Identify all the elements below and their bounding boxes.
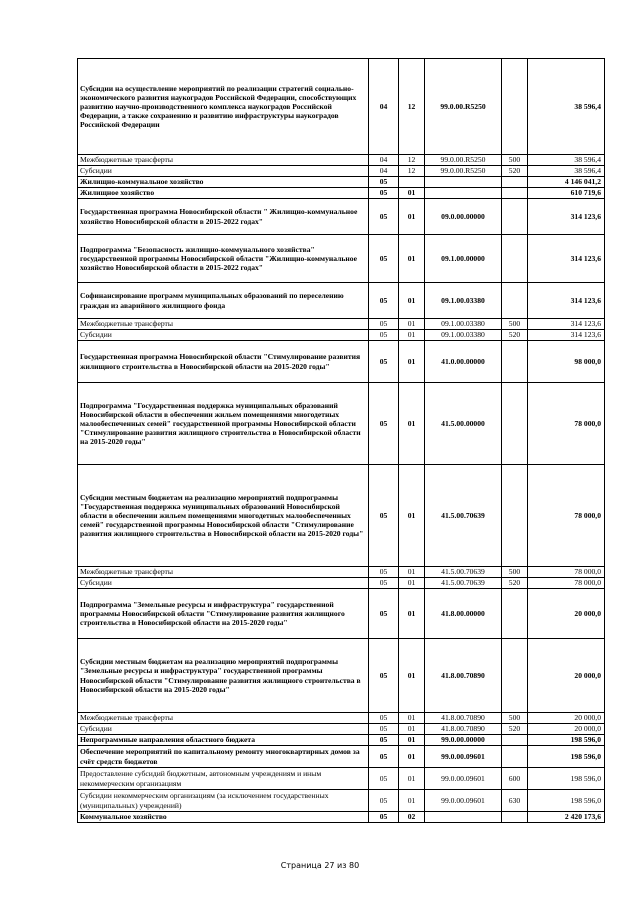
row-expense-type [502,235,528,283]
row-amount: 20 000,0 [528,639,605,713]
row-target-article: 09.0.00.00000 [425,199,502,235]
row-expense-type [502,59,528,155]
row-amount: 314 123,6 [528,235,605,283]
row-amount: 78 000,0 [528,578,605,589]
row-expense-type [502,465,528,567]
row-target-article [425,812,502,823]
row-subsection: 12 [399,166,425,177]
table-row [78,188,605,199]
row-target-article: 41.8.00.70890 [425,713,502,724]
row-expense-type [502,177,528,188]
row-name: Субсидии местным бюджетам на реализацию мероприятий подпрограммы "Земельные ресурсы и инфраструктура" государственной программы Новосибирской области "Стимулирование развития жилищного строительства в Новосибирской области на 2015-2020 годы" [78,639,369,713]
row-section: 05 [369,724,399,735]
row-expense-type: 520 [502,330,528,341]
row-name: Субсидии [78,330,369,341]
row-subsection: 01 [399,589,425,639]
row-name: Государственная программа Новосибирской области "Стимулирование развития жилищного строительства в Новосибирской области на 2015-2020 годы" [78,341,369,383]
row-name: Предоставление субсидий бюджетным, автономным учреждениям и иным некоммерческим организациям [78,768,369,790]
row-target-article: 41.5.00.70639 [425,465,502,567]
row-expense-type [502,199,528,235]
table-row [78,155,605,166]
row-expense-type: 520 [502,724,528,735]
row-subsection: 01 [399,735,425,746]
budget-table [77,58,605,823]
row-name: Подпрограмма "Государственная поддержка муниципальных образований Новосибирской области в обеспечении жильем помещениями многодетных малообеспеченных семей" государственной программы Новосибирской области "Стимулирование развития жилищного строительства в Новосибирской области на 2015-2020 годы" [78,383,369,465]
row-name: Подпрограмма "Безопасность жилищно-коммунального хозяйства" государственной программы Новосибирской области "Жилищно-коммунальное хозяйство Новосибирской области в 2015-2022 годах" [78,235,369,283]
row-amount: 314 123,6 [528,199,605,235]
table-row [78,713,605,724]
row-expense-type: 500 [502,567,528,578]
row-expense-type: 500 [502,155,528,166]
row-name: Софинансирование программ муниципальных образований по переселению граждан из аварийного жилищного фонда [78,283,369,319]
row-subsection: 01 [399,768,425,790]
row-name: Жилищное хозяйство [78,188,369,199]
row-name: Жилищно-коммунальное хозяйство [78,177,369,188]
row-section: 05 [369,790,399,812]
row-target-article: 41.5.00.00000 [425,383,502,465]
table-row [78,199,605,235]
row-target-article [425,188,502,199]
table-row [78,567,605,578]
row-amount: 20 000,0 [528,713,605,724]
row-name: Коммунальное хозяйство [78,812,369,823]
row-section: 05 [369,589,399,639]
row-section: 05 [369,713,399,724]
table-row [78,746,605,768]
row-target-article: 41.8.00.70890 [425,639,502,713]
row-expense-type [502,639,528,713]
row-amount: 198 596,0 [528,790,605,812]
row-subsection: 01 [399,465,425,567]
row-subsection: 12 [399,155,425,166]
row-target-article: 41.5.00.70639 [425,578,502,589]
row-target-article: 41.8.00.00000 [425,589,502,639]
table-row [78,639,605,713]
row-subsection: 01 [399,330,425,341]
row-name: Межбюджетные трансферты [78,155,369,166]
row-name: Непрограммные направления областного бюджета [78,735,369,746]
row-section: 05 [369,319,399,330]
row-amount: 38 596,4 [528,59,605,155]
row-amount: 38 596,4 [528,166,605,177]
row-amount: 2 420 173,6 [528,812,605,823]
row-target-article: 99.0.00.R5250 [425,155,502,166]
row-subsection: 12 [399,59,425,155]
table-row [78,177,605,188]
row-section: 05 [369,746,399,768]
row-expense-type [502,589,528,639]
row-section: 05 [369,383,399,465]
row-subsection: 01 [399,383,425,465]
row-subsection: 01 [399,283,425,319]
row-section: 05 [369,768,399,790]
row-subsection: 01 [399,790,425,812]
row-target-article: 09.1.00.00000 [425,235,502,283]
row-amount: 314 123,6 [528,330,605,341]
row-section: 05 [369,341,399,383]
row-amount: 610 719,6 [528,188,605,199]
row-amount: 78 000,0 [528,567,605,578]
row-expense-type: 500 [502,319,528,330]
row-name: Субсидии [78,724,369,735]
row-subsection [399,177,425,188]
row-amount: 20 000,0 [528,724,605,735]
row-target-article: 99.0.00.00000 [425,735,502,746]
row-amount: 78 000,0 [528,465,605,567]
row-section: 05 [369,812,399,823]
row-target-article: 99.0.00.R5250 [425,59,502,155]
row-section: 05 [369,639,399,713]
table-row [78,465,605,567]
row-target-article: 99.0.00.09601 [425,746,502,768]
budget-table-body [78,59,605,823]
table-row [78,735,605,746]
row-target-article: 41.5.00.70639 [425,567,502,578]
row-section: 04 [369,166,399,177]
row-section: 05 [369,177,399,188]
row-name: Межбюджетные трансферты [78,319,369,330]
row-expense-type [502,812,528,823]
row-expense-type: 520 [502,166,528,177]
table-row [78,59,605,155]
table-row [78,724,605,735]
row-expense-type: 520 [502,578,528,589]
row-subsection: 01 [399,341,425,383]
table-row [78,768,605,790]
row-name: Субсидии [78,578,369,589]
row-subsection: 01 [399,188,425,199]
row-subsection: 01 [399,567,425,578]
table-row [78,812,605,823]
row-target-article: 99.0.00.R5250 [425,166,502,177]
row-name: Субсидии [78,166,369,177]
row-name: Государственная программа Новосибирской области " Жилищно-коммунальное хозяйство Новосибирской области в 2015-2022 годах" [78,199,369,235]
row-expense-type: 500 [502,713,528,724]
row-amount: 314 123,6 [528,283,605,319]
row-name: Субсидии на осуществление мероприятий по реализации стратегий социально-экономического развития наукоградов Российской Федерации, способствующих развитию научно-производственного комплекса наукоградов Российской Федерации, а также сохранению и развитию инфраструктуры наукоградов Российской Федерации [78,59,369,155]
row-target-article: 99.0.00.09601 [425,790,502,812]
row-expense-type [502,283,528,319]
row-subsection: 01 [399,578,425,589]
table-row [78,319,605,330]
row-amount: 198 596,0 [528,768,605,790]
row-expense-type [502,383,528,465]
row-target-article: 41.0.00.00000 [425,341,502,383]
row-section: 05 [369,188,399,199]
row-name: Межбюджетные трансферты [78,567,369,578]
row-name: Субсидии местным бюджетам на реализацию мероприятий подпрограммы "Государственная поддержка муниципальных образований Новосибирской области в обеспечении жильем помещениями многодетных малообеспеченных семей" государственной программы Новосибирской области "Стимулирование развития жилищного строительства в Новосибирской области на 2015-2020 годы" [78,465,369,567]
row-target-article: 99.0.00.09601 [425,768,502,790]
page-number: Страница 27 из 80 [280,861,360,870]
row-expense-type [502,735,528,746]
row-amount: 4 146 041,2 [528,177,605,188]
row-section: 05 [369,283,399,319]
row-target-article: 41.8.00.70890 [425,724,502,735]
table-row [78,578,605,589]
row-amount: 198 596,0 [528,746,605,768]
row-section: 05 [369,199,399,235]
row-section: 05 [369,330,399,341]
row-section: 05 [369,735,399,746]
row-section: 04 [369,155,399,166]
row-subsection: 02 [399,812,425,823]
row-expense-type [502,188,528,199]
row-subsection: 01 [399,713,425,724]
table-row [78,235,605,283]
row-subsection: 01 [399,319,425,330]
row-target-article [425,177,502,188]
row-subsection: 01 [399,199,425,235]
row-expense-type [502,746,528,768]
row-amount: 314 123,6 [528,319,605,330]
row-subsection: 01 [399,639,425,713]
table-row [78,166,605,177]
row-section: 05 [369,235,399,283]
row-amount: 38 596,4 [528,155,605,166]
table-row [78,283,605,319]
row-expense-type [502,341,528,383]
row-subsection: 01 [399,724,425,735]
row-amount: 198 596,0 [528,735,605,746]
row-section: 05 [369,465,399,567]
row-section: 04 [369,59,399,155]
row-expense-type: 600 [502,768,528,790]
row-target-article: 09.1.00.03380 [425,319,502,330]
table-row [78,341,605,383]
row-amount: 98 000,0 [528,341,605,383]
row-subsection: 01 [399,746,425,768]
row-expense-type: 630 [502,790,528,812]
table-row [78,589,605,639]
table-row [78,790,605,812]
row-name: Субсидии некоммерческим организациям (за исключением государственных (муниципальных) учреждений) [78,790,369,812]
table-row [78,330,605,341]
row-target-article: 09.1.00.03380 [425,283,502,319]
row-section: 05 [369,578,399,589]
row-section: 05 [369,567,399,578]
row-target-article: 09.1.00.03380 [425,330,502,341]
row-name: Межбюджетные трансферты [78,713,369,724]
row-amount: 78 000,0 [528,383,605,465]
row-name: Обеспечение мероприятий по капитальному ремонту многоквартирных домов за счёт средств бюджетов [78,746,369,768]
table-row [78,383,605,465]
row-subsection: 01 [399,235,425,283]
row-name: Подпрограмма "Земельные ресурсы и инфраструктура" государственной программы Новосибирской области "Стимулирование развития жилищного строительства в Новосибирской области на 2015-2020 годы" [78,589,369,639]
row-amount: 20 000,0 [528,589,605,639]
